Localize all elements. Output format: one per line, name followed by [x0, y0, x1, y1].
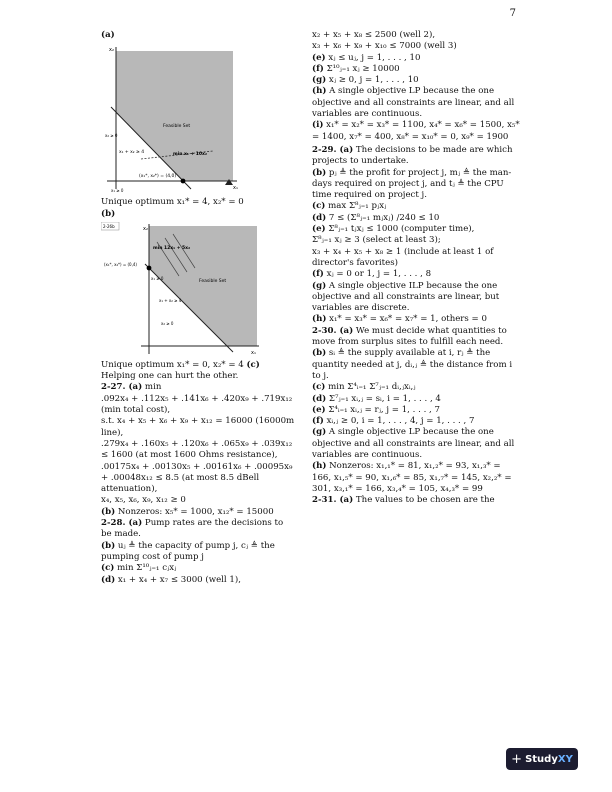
feasible-region	[116, 51, 233, 181]
problem-2-30-part-f: (f) xᵢ,ⱼ ≥ 0, i = 1, . . . , 4, j = 1, . . . , 7	[312, 416, 475, 427]
problem-2-29-part-g: (g) A single objective ILP because the one objective and all constraints are linear, but variables are discrete.	[312, 280, 500, 314]
problem-2-27-constraint-3: .00175x₄ + .00130x₅ + .00161x₆ + .00095x₉ + .00048x₁₂ ≤ 8.5 (at most 8.5 dBell attenuation),	[101, 461, 293, 495]
constraint-label-3: x₂ ≥ 0	[161, 320, 174, 326]
problem-2-27-head: 2-27. (a) min	[101, 382, 162, 393]
problem-2-30-part-c: (c) min Σ⁴ᵢ₌₁ Σ⁷ⱼ₌₁ dᵢ,ⱼxᵢ,ⱼ	[312, 382, 416, 393]
problem-2-28-part-g: (g) xⱼ ≥ 0, j = 1, . . . , 10	[312, 75, 419, 86]
problem-2-27-objective: .092x₄ + .112x₅ + .141x₆ + .420x₉ + .719x₁₂	[101, 393, 293, 404]
problem-2-29-part-b: (b) pⱼ ≜ the profit for project j, mⱼ ≜ the man-days required on project j, and tⱼ ≜ the CPU time required on project j.	[312, 167, 512, 201]
problem-2-29-favorites-constraint: x₃ + x₄ + x₅ + x₈ ≥ 1 (include at least 1 of director's favorites)	[312, 246, 494, 268]
part-b-label: (b)	[101, 208, 116, 219]
plus-icon: +	[511, 751, 523, 767]
problem-2-28-part-c: (c) min Σ¹⁰ⱼ₌₁ cⱼxⱼ	[101, 563, 177, 574]
problem-2-28-part-h: (h) A single objective LP because the one objective and all constraints are linear, and all variables are continuous.	[312, 86, 515, 120]
figure-b	[101, 222, 296, 358]
axis-label-x2: x₂	[109, 47, 114, 54]
problem-2-27-constraint-2: .279x₄ + .160x₅ + .120x₆ + .065x₉ + .039x₁₂ ≤ 1600 (at most 1600 Ohms resistance),	[101, 438, 293, 461]
constraint-label-1: x₂ ≥ 0	[105, 133, 118, 139]
axis-label-x1: x₁	[233, 185, 238, 192]
problem-2-30-part-g: (g) A single objective LP because the one objective and all constraints are linear, and all variables are continuous.	[312, 427, 515, 460]
problem-2-30-part-e: (e) Σ⁴ᵢ₌₁ xᵢ,ⱼ = rⱼ, j = 1, . . . , 7	[312, 404, 440, 415]
part-b-result: Unique optimum x₁* = 0, x₂* = 4 (c) Helping one can hurt the other.	[101, 359, 260, 382]
problem-2-30-part-h: (h) Nonzeros: x₁,₁* = 81, x₁,₂* = 93, x₁,₃* = 166, x₁,₅* = 90, x₁,₆* = 85, x₁,₇* = 145, x₂,₂* = 301, x₃,₁* = 166, x₃,₄* = 105, x₄,₃* = 99	[312, 461, 512, 494]
constraint-label-3: x₁ ≥ 0	[111, 188, 124, 194]
figure-a-plot	[101, 43, 241, 195]
figure-b-plot	[101, 222, 261, 358]
well-3-constraint: x₃ + x₆ + x₉ + x₁₀ ≤ 7000 (well 3)	[312, 41, 457, 52]
problem-2-27-constraint-1: s.t. x₄ + x₅ + x₆ + x₉ + x₁₂ = 16000 (16000m line),	[101, 416, 295, 438]
page-number: 7	[509, 8, 516, 19]
feasible-region	[149, 226, 257, 346]
feasible-set-label: Feasible Set	[199, 278, 227, 284]
optimum-label: (x₁*, x₂*) = (0,4)	[104, 261, 137, 267]
constraint-label-2: x₁ + x₂ ≥ 4	[119, 150, 145, 156]
problem-2-28-part-e: (e) xⱼ ≤ uⱼ, j = 1, . . . , 10	[312, 52, 421, 63]
problem-2-28-part-b: (b) uⱼ ≜ the capacity of pump j, cⱼ ≜ the pumping cost of pump j	[101, 540, 275, 562]
problem-2-29-select-constraint: Σ⁸ⱼ₌₁ xⱼ ≥ 3 (select at least 3);	[312, 235, 441, 246]
problem-2-30-part-b: (b) sᵢ ≜ the supply available at i, rⱼ ≜ the quantity needed at j, dᵢ,ⱼ ≜ the distance from i to j.	[312, 348, 513, 381]
optimum-point	[147, 265, 152, 270]
problem-2-29-part-h: (h) x₁* = x₃* = x₆* = x₇* = 1, others = 0	[312, 314, 487, 325]
problem-2-27-nonneg: x₄, x₅, x₆, x₉, x₁₂ ≥ 0	[101, 495, 186, 506]
optimum-label: (x₁*, x₂*) = (4,0)	[139, 174, 177, 180]
objective-label: min x₁ + 10x₂	[173, 152, 207, 158]
problem-2-29-part-c: (c) max Σ⁸ⱼ₌₁ pⱼxⱼ	[312, 201, 387, 212]
problem-2-31-head: 2-31. (a) The values to be chosen are the	[312, 495, 495, 506]
problem-2-28-head: 2-28. (a) Pump rates are the decisions to be made.	[101, 518, 284, 540]
problem-2-28-part-d: (d) x₁ + x₄ + x₇ ≤ 3000 (well 1),	[101, 574, 241, 585]
problem-2-29-part-d: (d) 7 ≤ (Σ⁸ⱼ₌₁ mⱼxⱼ) /240 ≤ 10	[312, 212, 440, 223]
constraint-label-1: x₁ ≥ 0	[151, 275, 164, 281]
axis-label-x2: x₂	[143, 225, 148, 232]
axis-label-x1: x₁	[251, 349, 256, 356]
problem-2-30-head: 2-30. (a) We must decide what quantities to move from surplus sites to fulfill each need.	[312, 325, 507, 348]
figure-a	[101, 43, 296, 195]
problem-2-28-part-f: (f) Σ¹⁰ⱼ₌₁ xⱼ ≥ 10000	[312, 63, 400, 74]
feasible-set-label: Feasible Set	[163, 124, 191, 130]
problem-2-29-head: 2-29. (a) The decisions to be made are which projects to undertake.	[312, 144, 513, 167]
problem-2-27-objective-note: (min total cost),	[101, 405, 171, 416]
studyxy-logo[interactable]	[506, 748, 578, 770]
problem-2-29-part-f: (f) xⱼ = 0 or 1, j = 1, . . . , 8	[312, 269, 432, 280]
well-2-constraint: x₂ + x₅ + x₈ ≤ 2500 (well 2),	[312, 30, 436, 40]
objective-label: min 12x₁ + 5x₂	[153, 245, 191, 251]
right-column	[312, 30, 520, 506]
constraint-label-2: x₁ + x₂ ≥ 4	[159, 297, 182, 303]
problem-2-28-part-i: (i) x₁* = x₂* = x₃* = 1100, x₄* = x₆* = 1500, x₅* = 1400, x₇* = 400, x₈* = x₁₀* = 0, x₉* = 1900	[312, 120, 520, 142]
figure-tag: 2-26b	[103, 223, 115, 229]
problem-2-29-part-e: (e) Σ⁸ⱼ₌₁ tⱼxⱼ ≤ 1000 (computer time),	[312, 224, 475, 235]
logo-text: StudyXY	[525, 753, 573, 765]
problem-2-27-part-b: (b) Nonzeros: x₅* = 1000, x₁₂* = 15000	[101, 506, 274, 517]
left-column	[101, 30, 296, 586]
part-a-label: (a)	[101, 30, 115, 40]
part-a-result: Unique optimum x₁* = 4, x₂* = 0	[101, 197, 244, 208]
optimum-point	[181, 179, 186, 184]
problem-2-30-part-d: (d) Σ⁷ⱼ₌₁ xᵢ,ⱼ = sᵢ, i = 1, . . . , 4	[312, 393, 441, 404]
